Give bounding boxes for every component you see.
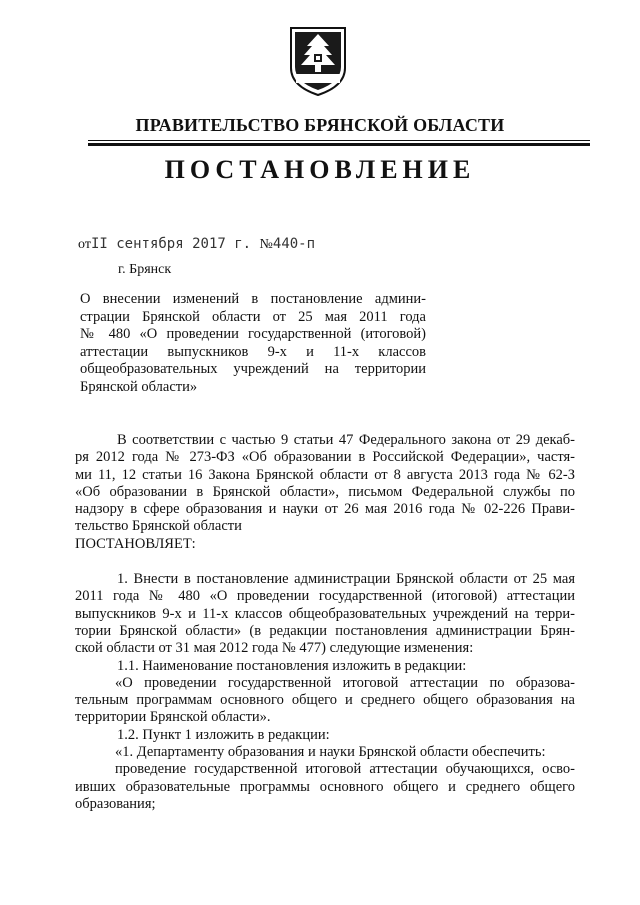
- subject-line: О внесении изменений в постановление админи-: [80, 291, 426, 307]
- preamble-line: ря 2012 года № 273-ФЗ «Об образовании в Российской Федерации», частя-: [75, 449, 575, 466]
- item-1-line: тории Брянской области» (в редакции постановления администрации Брян-: [75, 622, 575, 639]
- item-1-line: выпускников 9-х и 11-х классов общеобразовательных учреждений на терри-: [75, 605, 575, 622]
- organization-title: ПРАВИТЕЛЬСТВО БРЯНСКОЙ ОБЛАСТИ: [135, 115, 505, 135]
- number-sign: №: [259, 237, 273, 252]
- header-divider-thin: [88, 140, 590, 141]
- preamble-line: надзору в сфере образования и науки от 26 мая 2016 года № 02-226 Прави-: [75, 501, 575, 518]
- subject-line: общеобразовательных учреждений на территории: [80, 361, 426, 378]
- preamble-line: В соответствии с частью 9 статьи 47 Федерального закона от 29 декаб-: [117, 432, 575, 448]
- header-divider-thick: [88, 143, 590, 146]
- resolves-heading: ПОСТАНОВЛЯЕТ:: [75, 535, 196, 552]
- item-1-2-quote: «1. Департаменту образования и науки Брянской области обеспечить:: [115, 744, 546, 761]
- item-1-2-text-line: образования;: [75, 795, 156, 812]
- item-1-1-text-line: территории Брянской области».: [75, 709, 271, 726]
- preamble-line: тельство Брянской области: [75, 518, 242, 535]
- item-1-1-text-line: тельным программам основного общего и среднего общего образования на: [75, 692, 575, 709]
- item-1-line: ской области от 31 мая 2012 года № 477) следующие изменения:: [75, 640, 474, 657]
- item-1-line: 1. Внести в постановление администрации Брянской области от 25 мая: [117, 571, 575, 588]
- preamble-line: «Об образовании в Брянской области», письмом Федеральной службы по: [75, 483, 575, 500]
- item-1-1-text-line: «О проведении государственной итоговой аттестации по образова-: [115, 674, 575, 691]
- subject-line: № 480 «О проведении государственной (итоговой): [80, 326, 426, 343]
- document-body: [75, 432, 575, 813]
- document-date: II сентября 2017 г.: [90, 236, 252, 252]
- item-1-1: 1.1. Наименование постановления изложить в редакции:: [117, 657, 467, 674]
- document-number: 440-п: [272, 236, 316, 252]
- item-1-2-text-line: проведение государственной итоговой аттестации обучающихся, осво-: [115, 761, 575, 778]
- registration-line: [78, 236, 315, 253]
- subject-line: аттестации выпускников 9-х и 11-х классов: [80, 343, 426, 360]
- city: г. Брянск: [118, 262, 172, 277]
- date-prefix: от: [78, 237, 91, 252]
- subject-line: Брянской области»: [80, 378, 198, 395]
- preamble-line: ми 11, 12 статьи 16 Закона Брянской области от 8 августа 2013 года № 62-З: [75, 466, 575, 483]
- item-1-2: 1.2. Пункт 1 изложить в редакции:: [117, 726, 330, 743]
- item-1-line: 2011 года № 480 «О проведении государственной (итоговой) аттестации: [75, 588, 575, 605]
- item-1-2-text-line: ивших образовательные программы основного общего и среднего общего: [75, 778, 575, 795]
- document-type: ПОСТАНОВЛЕНИЕ: [164, 155, 476, 184]
- bryansk-coat-of-arms-icon: [287, 24, 349, 98]
- subject-line: страции Брянской области от 25 мая 2011 года: [80, 308, 426, 325]
- subject-block: [80, 291, 426, 397]
